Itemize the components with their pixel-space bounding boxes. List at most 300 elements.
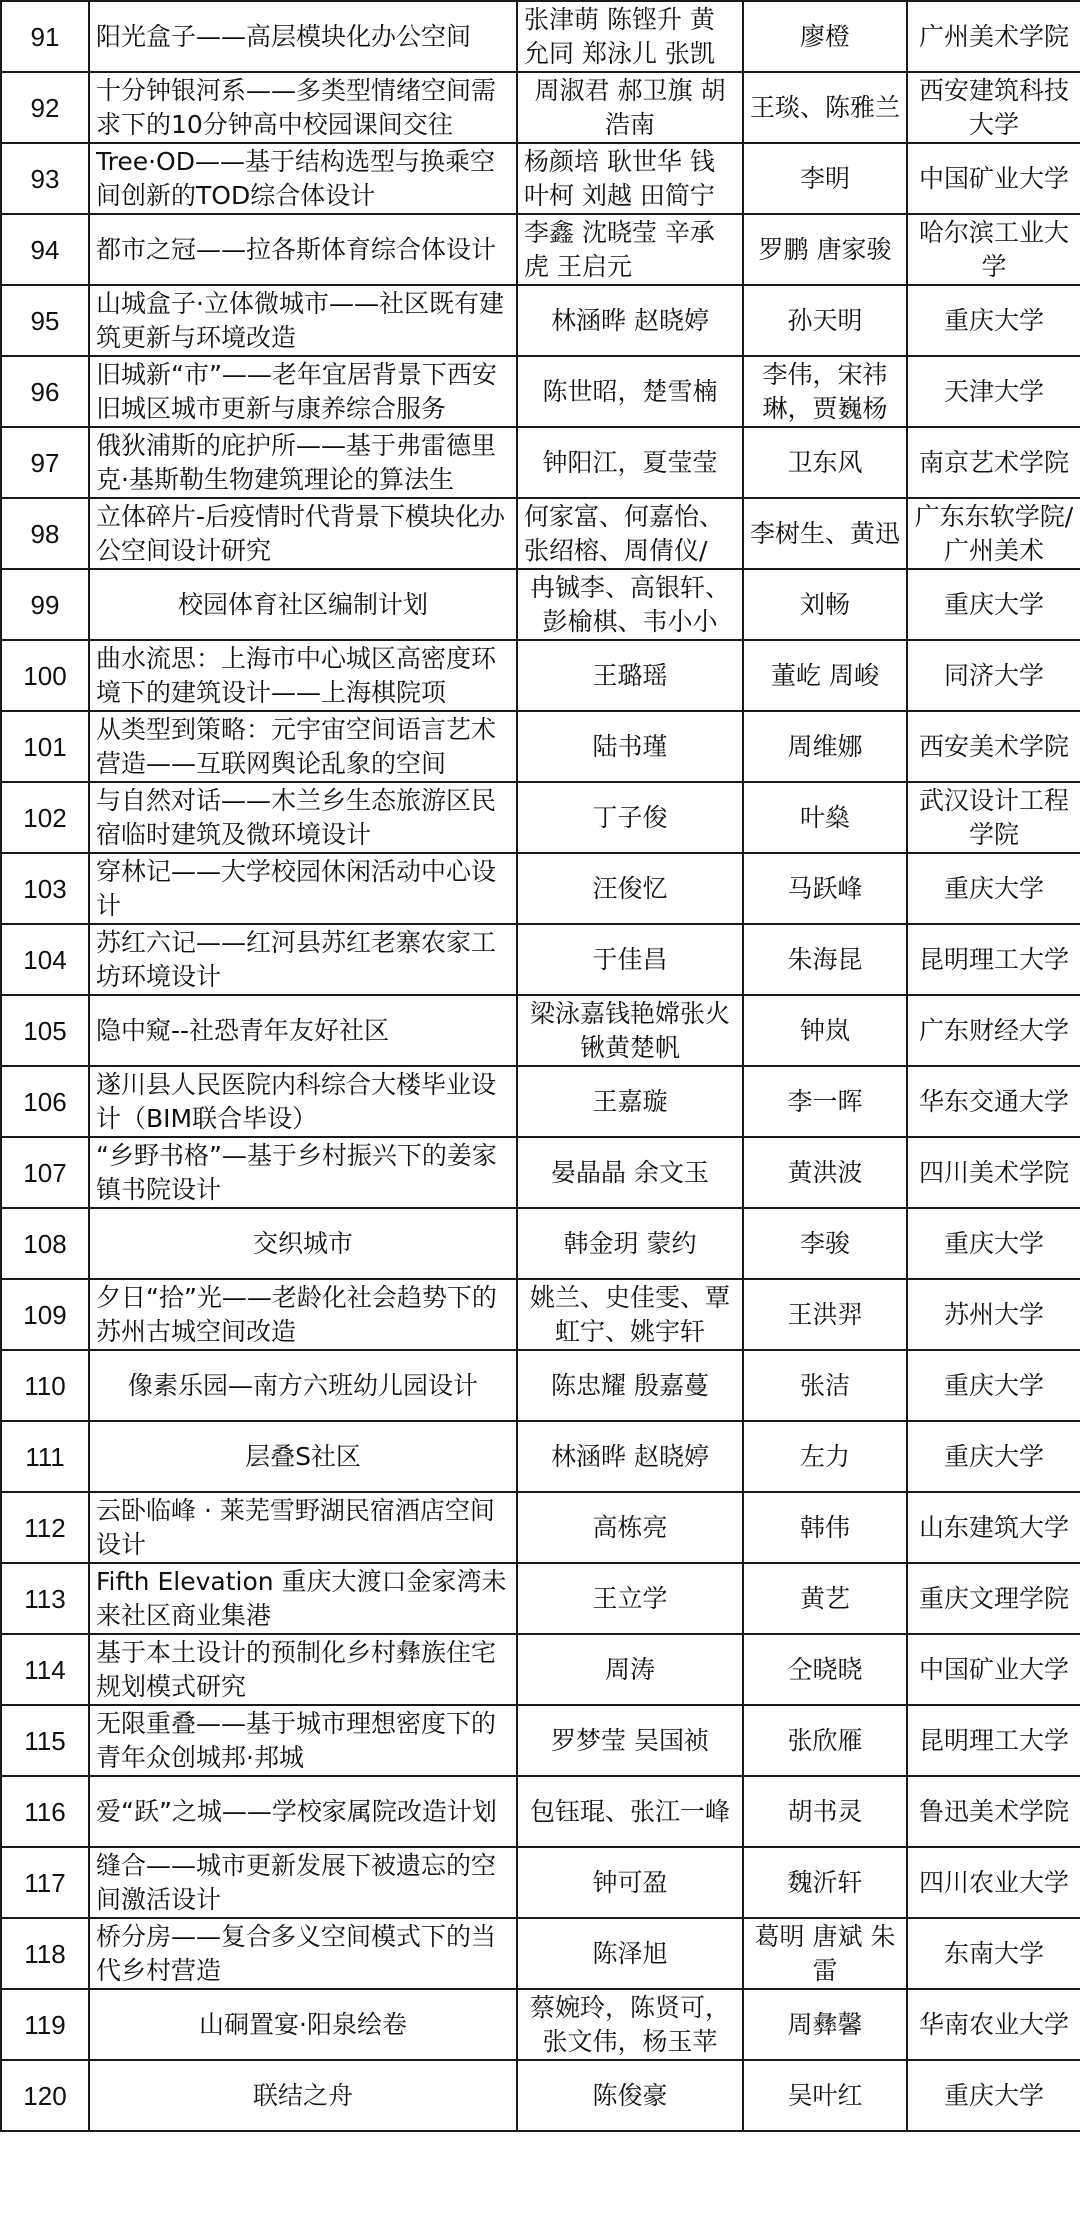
entry-number-cell	[1, 1066, 89, 1137]
authors-cell	[517, 1350, 743, 1421]
entry-number-cell	[1, 427, 89, 498]
entry-number-text: 100	[23, 660, 67, 691]
advisor-text: 周彝馨	[787, 2009, 863, 2039]
entry-number-cell	[1, 1279, 89, 1350]
entry-number-cell	[1, 1847, 89, 1918]
project-title-cell	[89, 711, 517, 782]
project-title-cell	[89, 2060, 517, 2131]
authors-text: 姚兰、史佳雯、覃虹宁、姚宇轩	[529, 1282, 730, 1346]
project-title-text: 缝合——城市更新发展下被遗忘的空间激活设计	[96, 1850, 497, 1914]
authors-text: 陈世昭，楚雪楠	[542, 376, 718, 406]
school-text: 哈尔滨工业大学	[918, 217, 1069, 281]
school-text: 昆明理工大学	[918, 1725, 1069, 1755]
authors-text: 王立学	[592, 1583, 668, 1613]
authors-text: 冉铖李、高银轩、彭榆棋、韦小小	[529, 572, 730, 636]
school-cell	[907, 569, 1080, 640]
project-title-cell	[89, 1350, 517, 1421]
authors-cell	[517, 1492, 743, 1563]
project-title-cell	[89, 1279, 517, 1350]
school-cell	[907, 995, 1080, 1066]
project-title-cell	[89, 427, 517, 498]
advisor-cell	[743, 2060, 907, 2131]
school-text: 鲁迅美术学院	[918, 1796, 1069, 1826]
authors-text: 罗梦莹 吴国祯	[551, 1725, 709, 1755]
table-row	[1, 1350, 1080, 1421]
authors-cell	[517, 1776, 743, 1847]
project-title-cell	[89, 1918, 517, 1989]
table-row	[1, 1421, 1080, 1492]
advisor-text: 廖橙	[799, 21, 850, 51]
award-list-body	[1, 1, 1080, 2131]
project-title-cell	[89, 1208, 517, 1279]
advisor-text: 黄艺	[799, 1583, 850, 1613]
authors-text: 陈泽旭	[592, 1938, 668, 1968]
authors-text: 汪俊忆	[592, 873, 668, 903]
authors-cell	[517, 1421, 743, 1492]
advisor-text: 张洁	[799, 1370, 850, 1400]
project-title-text: 遂川县人民医院内科综合大楼毕业设计（BIM联合毕设）	[96, 1069, 497, 1133]
entry-number-cell	[1, 1563, 89, 1634]
project-title-text: 隐中窥--社恐青年友好社区	[96, 1015, 390, 1045]
table-row	[1, 1634, 1080, 1705]
project-title-cell	[89, 1989, 517, 2060]
advisor-cell	[743, 1279, 907, 1350]
school-text: 华南农业大学	[918, 2009, 1069, 2039]
entry-number-cell	[1, 1208, 89, 1279]
advisor-cell	[743, 924, 907, 995]
authors-cell	[517, 1208, 743, 1279]
school-cell	[907, 1279, 1080, 1350]
project-title-text: 联结之舟	[252, 2080, 353, 2110]
school-cell	[907, 1918, 1080, 1989]
school-cell	[907, 427, 1080, 498]
advisor-cell	[743, 214, 907, 285]
advisor-text: 葛明 唐斌 朱雷	[754, 1921, 896, 1985]
advisor-text: 钟岚	[799, 1015, 850, 1045]
project-title-text: 基于本土设计的预制化乡村彝族住宅规划模式研究	[96, 1637, 497, 1701]
school-cell	[907, 640, 1080, 711]
advisor-cell	[743, 1634, 907, 1705]
advisor-cell	[743, 1776, 907, 1847]
advisor-cell	[743, 1847, 907, 1918]
school-cell	[907, 356, 1080, 427]
entry-number-cell	[1, 1989, 89, 2060]
school-text: 东南大学	[943, 1938, 1044, 1968]
entry-number-cell	[1, 1705, 89, 1776]
entry-number-cell	[1, 356, 89, 427]
project-title-text: 旧城新“市”——老年宜居背景下西安旧城区城市更新与康养综合服务	[96, 359, 497, 423]
authors-cell	[517, 1137, 743, 1208]
table-row	[1, 782, 1080, 853]
authors-text: 周涛	[604, 1654, 655, 1684]
school-text: 天津大学	[943, 376, 1044, 406]
authors-cell	[517, 782, 743, 853]
advisor-cell	[743, 1918, 907, 1989]
project-title-text: 山城盒子·立体微城市——社区既有建筑更新与环境改造	[96, 288, 504, 352]
school-text: 重庆大学	[943, 873, 1044, 903]
advisor-cell	[743, 1421, 907, 1492]
project-title-cell	[89, 995, 517, 1066]
project-title-text: 交织城市	[252, 1228, 353, 1258]
authors-text: 蔡婉玲，陈贤可，张文伟，杨玉苹	[529, 1992, 730, 2056]
school-cell	[907, 1066, 1080, 1137]
entry-number-cell	[1, 853, 89, 924]
project-title-cell	[89, 356, 517, 427]
advisor-cell	[743, 711, 907, 782]
school-cell	[907, 1350, 1080, 1421]
project-title-cell	[89, 214, 517, 285]
project-title-text: 俄狄浦斯的庇护所——基于弗雷德里克·基斯勒生物建筑理论的算法生	[96, 430, 497, 494]
authors-text: 梁泳嘉钱艳嫦张火锹黄楚帆	[529, 998, 730, 1062]
school-cell	[907, 214, 1080, 285]
authors-text: 高栋亮	[592, 1512, 668, 1542]
table-row	[1, 1776, 1080, 1847]
school-cell	[907, 143, 1080, 214]
school-cell	[907, 1634, 1080, 1705]
entry-number-text: 108	[23, 1228, 67, 1259]
project-title-text: 穿林记——大学校园休闲活动中心设计	[96, 856, 497, 920]
school-text: 苏州大学	[943, 1299, 1044, 1329]
authors-text: 韩金玥 蒙约	[563, 1228, 697, 1258]
authors-cell	[517, 1066, 743, 1137]
entry-number-cell	[1, 1634, 89, 1705]
school-text: 重庆大学	[943, 589, 1044, 619]
advisor-text: 胡书灵	[787, 1796, 863, 1826]
authors-cell	[517, 285, 743, 356]
school-cell	[907, 72, 1080, 143]
project-title-cell	[89, 569, 517, 640]
school-text: 重庆文理学院	[918, 1583, 1069, 1613]
entry-number-cell	[1, 569, 89, 640]
school-text: 武汉设计工程学院	[918, 785, 1069, 849]
project-title-cell	[89, 782, 517, 853]
authors-cell	[517, 640, 743, 711]
entry-number-text: 94	[30, 234, 60, 265]
table-row	[1, 711, 1080, 782]
advisor-text: 卫东风	[787, 447, 863, 477]
school-text: 昆明理工大学	[918, 944, 1069, 974]
advisor-cell	[743, 782, 907, 853]
table-row	[1, 356, 1080, 427]
advisor-text: 张欣雁	[787, 1725, 863, 1755]
school-text: 西安建筑科技大学	[918, 75, 1069, 139]
school-cell	[907, 711, 1080, 782]
project-title-cell	[89, 1492, 517, 1563]
project-title-cell	[89, 1705, 517, 1776]
project-title-cell	[89, 1847, 517, 1918]
school-text: 重庆大学	[943, 1441, 1044, 1471]
entry-number-cell	[1, 2060, 89, 2131]
authors-cell	[517, 356, 743, 427]
school-cell	[907, 1989, 1080, 2060]
entry-number-cell	[1, 214, 89, 285]
project-title-text: Fifth Elevation 重庆大渡口金家湾未来社区商业集港	[96, 1566, 507, 1630]
table-row	[1, 1208, 1080, 1279]
school-cell	[907, 853, 1080, 924]
project-title-cell	[89, 143, 517, 214]
advisor-cell	[743, 995, 907, 1066]
entry-number-cell	[1, 711, 89, 782]
project-title-cell	[89, 1421, 517, 1492]
advisor-cell	[743, 143, 907, 214]
advisor-text: 李树生、黄迅	[750, 518, 900, 548]
advisor-cell	[743, 1563, 907, 1634]
authors-text: 李鑫 沈晓莹 辛承虎 王启元	[524, 217, 715, 281]
authors-text: 陆书瑾	[592, 731, 668, 761]
school-cell	[907, 924, 1080, 995]
advisor-text: 周维娜	[787, 731, 863, 761]
authors-cell	[517, 1847, 743, 1918]
school-text: 四川美术学院	[918, 1157, 1069, 1187]
entry-number-text: 103	[23, 873, 67, 904]
authors-text: 何家富、何嘉怡、张绍榕、周倩仪/	[524, 501, 725, 565]
school-cell	[907, 498, 1080, 569]
project-title-cell	[89, 853, 517, 924]
authors-cell	[517, 1, 743, 72]
advisor-cell	[743, 853, 907, 924]
project-title-text: 曲水流思：上海市中心城区高密度环境下的建筑设计——上海棋院项	[96, 643, 497, 707]
authors-cell	[517, 214, 743, 285]
project-title-text: 十分钟银河系——多类型情绪空间需求下的10分钟高中校园课间交往	[96, 75, 497, 139]
table-row	[1, 1066, 1080, 1137]
project-title-text: Tree·OD——基于结构选型与换乘空间创新的TOD综合体设计	[96, 146, 495, 210]
school-text: 西安美术学院	[918, 731, 1069, 761]
table-row	[1, 1989, 1080, 2060]
advisor-text: 黄洪波	[787, 1157, 863, 1187]
advisor-cell	[743, 1208, 907, 1279]
table-row	[1, 498, 1080, 569]
advisor-text: 孙天明	[787, 305, 863, 335]
entry-number-text: 91	[30, 21, 60, 52]
authors-cell	[517, 924, 743, 995]
project-title-text: 爱“跃”之城——学校家属院改造计划	[96, 1796, 497, 1826]
entry-number-cell	[1, 1, 89, 72]
entry-number-text: 92	[30, 92, 60, 123]
table-row	[1, 640, 1080, 711]
entry-number-text: 105	[23, 1015, 67, 1046]
entry-number-cell	[1, 782, 89, 853]
project-title-text: 云卧临峰 · 莱芜雪野湖民宿酒店空间设计	[96, 1495, 495, 1559]
advisor-cell	[743, 356, 907, 427]
entry-number-cell	[1, 1350, 89, 1421]
authors-text: 陈俊豪	[592, 2080, 668, 2110]
authors-cell	[517, 711, 743, 782]
advisor-cell	[743, 285, 907, 356]
project-title-text: 像素乐园—南方六班幼儿园设计	[127, 1370, 478, 1400]
school-text: 中国矿业大学	[918, 1654, 1069, 1684]
entry-number-cell	[1, 995, 89, 1066]
table-row	[1, 1137, 1080, 1208]
entry-number-text: 93	[30, 163, 60, 194]
entry-number-text: 95	[30, 305, 60, 336]
authors-text: 王嘉璇	[592, 1086, 668, 1116]
entry-number-cell	[1, 1776, 89, 1847]
school-cell	[907, 1208, 1080, 1279]
table-row	[1, 1918, 1080, 1989]
project-title-text: 校园体育社区编制计划	[177, 589, 428, 619]
table-row	[1, 1563, 1080, 1634]
advisor-cell	[743, 1137, 907, 1208]
advisor-text: 朱海昆	[787, 944, 863, 974]
project-title-text: “乡野书格”—基于乡村振兴下的姜家镇书院设计	[96, 1140, 497, 1204]
project-title-text: 夕日“拾”光——老龄化社会趋势下的苏州古城空间改造	[96, 1282, 497, 1346]
authors-cell	[517, 2060, 743, 2131]
entry-number-text: 98	[30, 518, 60, 549]
authors-text: 丁子俊	[592, 802, 668, 832]
advisor-cell	[743, 569, 907, 640]
table-row	[1, 214, 1080, 285]
advisor-cell	[743, 1, 907, 72]
school-cell	[907, 1, 1080, 72]
entry-number-text: 112	[24, 1512, 66, 1543]
authors-cell	[517, 569, 743, 640]
entry-number-text: 115	[24, 1725, 66, 1756]
school-text: 重庆大学	[943, 1370, 1044, 1400]
entry-number-text: 113	[24, 1583, 66, 1614]
project-title-cell	[89, 1776, 517, 1847]
entry-number-cell	[1, 1421, 89, 1492]
table-row	[1, 427, 1080, 498]
project-title-cell	[89, 285, 517, 356]
authors-cell	[517, 1989, 743, 2060]
school-cell	[907, 285, 1080, 356]
project-title-cell	[89, 1563, 517, 1634]
project-title-text: 无限重叠——基于城市理想密度下的青年众创城邦·邦城	[96, 1708, 497, 1772]
authors-text: 于佳昌	[592, 944, 668, 974]
school-cell	[907, 1705, 1080, 1776]
advisor-text: 左力	[799, 1441, 850, 1471]
project-title-text: 桥分房——复合多义空间模式下的当代乡村营造	[96, 1921, 497, 1985]
authors-text: 包钰琨、张江一峰	[529, 1796, 730, 1826]
project-title-cell	[89, 924, 517, 995]
school-cell	[907, 1421, 1080, 1492]
advisor-text: 吴叶红	[787, 2080, 863, 2110]
project-title-cell	[89, 1634, 517, 1705]
authors-text: 杨颜培 耿世华 钱叶柯 刘越 田简宁	[524, 146, 715, 210]
entry-number-text: 116	[24, 1796, 66, 1827]
project-title-cell	[89, 498, 517, 569]
school-cell	[907, 2060, 1080, 2131]
project-title-text: 苏红六记——红河县苏红老寨农家工坊环境设计	[96, 927, 497, 991]
authors-cell	[517, 1634, 743, 1705]
table-row	[1, 143, 1080, 214]
advisor-cell	[743, 1492, 907, 1563]
authors-text: 陈忠耀 殷嘉蔓	[551, 1370, 709, 1400]
authors-cell	[517, 498, 743, 569]
entry-number-text: 111	[25, 1441, 65, 1472]
school-text: 华东交通大学	[918, 1086, 1069, 1116]
entry-number-cell	[1, 285, 89, 356]
table-row	[1, 72, 1080, 143]
entry-number-text: 96	[30, 376, 60, 407]
entry-number-text: 106	[23, 1086, 67, 1117]
authors-cell	[517, 143, 743, 214]
authors-text: 钟阳江，夏莹莹	[542, 447, 718, 477]
advisor-text: 仝晓晓	[787, 1654, 863, 1684]
entry-number-text: 119	[24, 2009, 66, 2040]
entry-number-text: 107	[23, 1157, 67, 1188]
project-title-text: 山硐置宴·阳泉绘卷	[199, 2009, 407, 2039]
entry-number-cell	[1, 72, 89, 143]
project-title-cell	[89, 1137, 517, 1208]
school-cell	[907, 1563, 1080, 1634]
school-cell	[907, 1492, 1080, 1563]
advisor-text: 董屹 周峻	[771, 660, 879, 690]
project-title-text: 从类型到策略：元宇宙空间语言艺术营造——互联网舆论乱象的空间	[96, 714, 497, 778]
entry-number-text: 97	[30, 447, 60, 478]
table-row	[1, 853, 1080, 924]
entry-number-cell	[1, 924, 89, 995]
school-text: 南京艺术学院	[918, 447, 1069, 477]
advisor-cell	[743, 640, 907, 711]
advisor-text: 刘畅	[799, 589, 850, 619]
table-row	[1, 1847, 1080, 1918]
advisor-cell	[743, 72, 907, 143]
entry-number-cell	[1, 1492, 89, 1563]
authors-cell	[517, 853, 743, 924]
authors-cell	[517, 995, 743, 1066]
table-row	[1, 1279, 1080, 1350]
entry-number-text: 99	[30, 589, 60, 620]
authors-cell	[517, 1279, 743, 1350]
entry-number-cell	[1, 143, 89, 214]
school-text: 重庆大学	[943, 2080, 1044, 2110]
school-cell	[907, 1847, 1080, 1918]
project-title-text: 阳光盒子——高层模块化办公空间	[96, 21, 472, 51]
school-text: 重庆大学	[943, 1228, 1044, 1258]
table-row	[1, 1705, 1080, 1776]
table-row	[1, 1492, 1080, 1563]
table-row	[1, 569, 1080, 640]
school-cell	[907, 782, 1080, 853]
advisor-text: 叶燊	[799, 802, 850, 832]
school-text: 广东东软学院/广州美术	[914, 501, 1074, 565]
advisor-cell	[743, 1066, 907, 1137]
advisor-text: 马跃峰	[787, 873, 863, 903]
advisor-text: 王琰、陈雅兰	[750, 92, 900, 122]
authors-cell	[517, 427, 743, 498]
advisor-text: 王洪羿	[787, 1299, 863, 1329]
entry-number-cell	[1, 498, 89, 569]
entry-number-text: 102	[23, 802, 67, 833]
advisor-text: 李明	[799, 163, 850, 193]
project-title-text: 与自然对话——木兰乡生态旅游区民宿临时建筑及微环境设计	[96, 785, 497, 849]
advisor-text: 李伟，宋祎琳，贾巍杨	[762, 359, 888, 423]
entry-number-text: 104	[23, 944, 67, 975]
authors-cell	[517, 1705, 743, 1776]
project-title-text: 层叠S社区	[245, 1441, 361, 1471]
entry-number-cell	[1, 1918, 89, 1989]
project-title-text: 立体碎片-后疫情时代背景下模块化办公空间设计研究	[96, 501, 506, 565]
school-text: 中国矿业大学	[918, 163, 1069, 193]
authors-text: 钟可盈	[592, 1867, 668, 1897]
table-row	[1, 2060, 1080, 2131]
advisor-text: 罗鹏 唐家骏	[758, 234, 892, 264]
project-title-cell	[89, 72, 517, 143]
advisor-cell	[743, 1705, 907, 1776]
project-title-cell	[89, 1, 517, 72]
advisor-text: 韩伟	[799, 1512, 850, 1542]
authors-text: 王璐瑶	[592, 660, 668, 690]
authors-text: 周淑君 郝卫旗 胡浩南	[534, 75, 726, 139]
advisor-text: 李一晖	[787, 1086, 863, 1116]
entry-number-text: 118	[24, 1938, 66, 1969]
entry-number-cell	[1, 1137, 89, 1208]
school-text: 同济大学	[943, 660, 1044, 690]
advisor-cell	[743, 1989, 907, 2060]
project-title-text: 都市之冠——拉各斯体育综合体设计	[96, 234, 497, 264]
entry-number-text: 114	[24, 1654, 66, 1685]
